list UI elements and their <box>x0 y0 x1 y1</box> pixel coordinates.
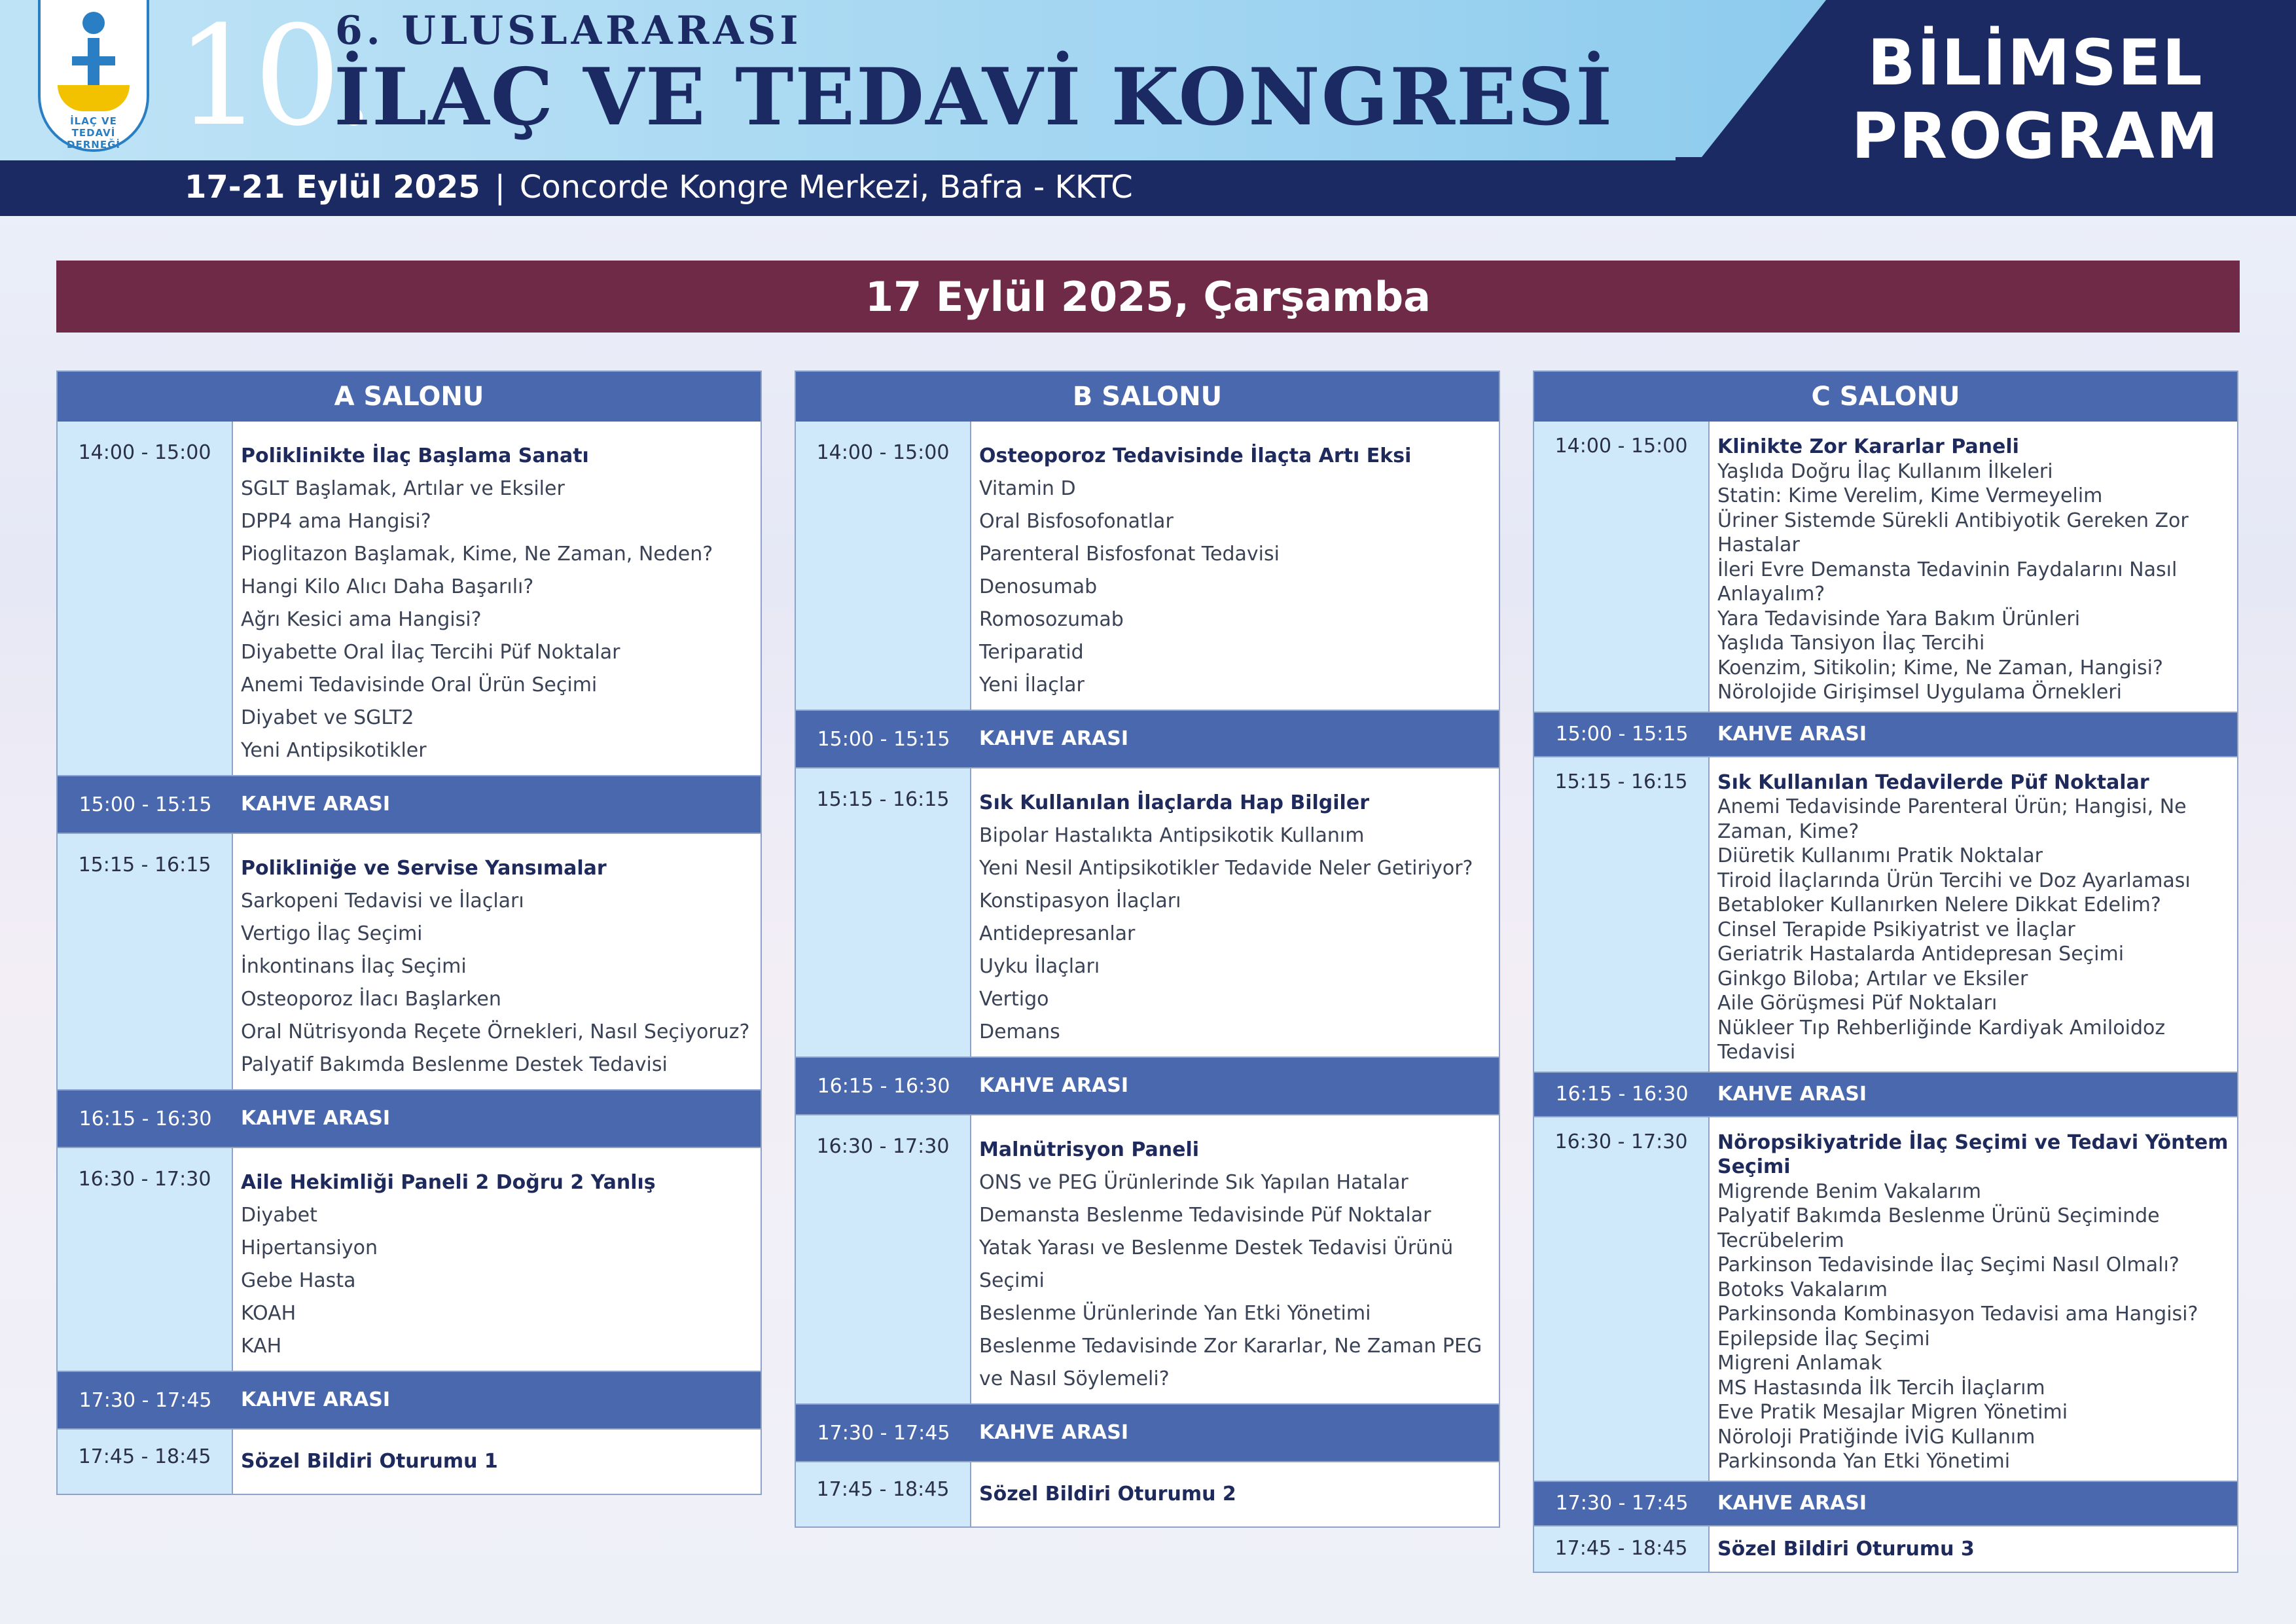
coffee-break-label: KAHVE ARASI <box>979 727 1129 750</box>
session-title: Sözel Bildiri Oturumu 1 <box>241 1450 498 1473</box>
talk-item: Migrende Benim Vakalarım <box>1717 1180 1982 1203</box>
talk-item: Epilepside İlaç Seçimi <box>1717 1327 1930 1350</box>
session-time: 17:45 - 18:45 <box>796 1462 971 1526</box>
talk-item: Romosozumab <box>979 608 1124 631</box>
session-row <box>58 834 761 1089</box>
coffee-break-row <box>58 1089 761 1148</box>
talk-item: DPP4 ama Hangisi? <box>241 510 431 533</box>
talk-item: Oral Nütrisyonda Reçete Örnekleri, Nasıl Seçiyoruz? <box>241 1020 750 1043</box>
association-logo <box>38 0 149 152</box>
session-row <box>58 422 761 775</box>
talk-item: SGLT Başlamak, Artılar ve Eksiler <box>241 477 565 500</box>
session-content <box>233 422 761 775</box>
session-content <box>971 1462 1499 1526</box>
talk-item: KOAH <box>241 1302 296 1325</box>
coffee-break-row <box>796 1403 1499 1462</box>
talk-item: Üriner Sistemde Sürekli Antibiyotik Gereken Zor Hastalar <box>1717 509 2189 556</box>
session-time: 17:30 - 17:45 <box>79 1388 212 1412</box>
talk-item: Diüretik Kullanımı Pratik Noktalar <box>1717 844 2043 867</box>
talk-item: Beslenme Tedavisinde Zor Kararlar, Ne Zaman PEG ve Nasıl Söylemeli? <box>979 1335 1482 1390</box>
hall-a-column <box>56 370 762 1495</box>
talk-item: Vertigo <box>979 988 1049 1011</box>
session-content <box>233 1430 761 1494</box>
session-content <box>1710 1526 2237 1572</box>
session-row <box>796 768 1499 1056</box>
session-time: 16:15 - 16:30 <box>79 1107 212 1130</box>
talk-item: MS Hastasında İlk Tercih İlaçlarım <box>1717 1376 2045 1399</box>
session-content <box>1710 757 2237 1072</box>
talk-item: Koenzim, Sitikolin; Kime, Ne Zaman, Hangisi? <box>1717 656 2163 679</box>
edition-number: 10. <box>175 0 367 156</box>
session-row <box>1534 757 2237 1072</box>
session-title: Nöropsikiyatride İlaç Seçimi ve Tedavi Yöntem Seçimi <box>1717 1130 2229 1178</box>
coffee-break-row <box>796 710 1499 768</box>
coffee-break-label: KAHVE ARASI <box>241 1107 391 1130</box>
session-time: 16:15 - 16:30 <box>1555 1083 1689 1106</box>
talk-item: Eve Pratik Mesajlar Migren Yönetimi <box>1717 1401 2068 1424</box>
hall-b-sessions <box>796 422 1499 1526</box>
session-row <box>1534 422 2237 712</box>
hall-b-title: B SALONU <box>796 372 1499 422</box>
coffee-break-row <box>1534 1481 2237 1526</box>
talk-item: Yaşlıda Tansiyon İlaç Tercihi <box>1717 632 1985 655</box>
hall-a-sessions <box>58 422 761 1494</box>
session-content <box>233 834 761 1089</box>
session-row <box>1534 1526 2237 1572</box>
talk-item: Demans <box>979 1020 1060 1043</box>
session-time: 14:00 - 15:00 <box>796 422 971 710</box>
session-title: Osteoporoz Tedavisinde İlaçta Artı Eksi <box>979 444 1412 467</box>
talk-item: Statin: Kime Verelim, Kime Vermeyelim <box>1717 484 2103 507</box>
session-time: 16:30 - 17:30 <box>58 1148 233 1371</box>
session-row <box>796 422 1499 710</box>
session-content <box>971 768 1499 1056</box>
talk-item: Teriparatid <box>979 641 1084 664</box>
session-title: Sık Kullanılan İlaçlarda Hap Bilgiler <box>979 791 1369 814</box>
session-time: 17:45 - 18:45 <box>1534 1526 1710 1572</box>
talk-item: Anemi Tedavisinde Parenteral Ürün; Hangisi, Ne Zaman, Kime? <box>1717 795 2187 843</box>
talk-item: Ginkgo Biloba; Artılar ve Eksiler <box>1717 967 2028 990</box>
talk-item: Demansta Beslenme Tedavisinde Püf Noktalar <box>979 1204 1431 1227</box>
talk-item: Betabloker Kullanırken Nelere Dikkat Edelim? <box>1717 893 2161 916</box>
talk-item: Uyku İlaçları <box>979 955 1100 978</box>
session-time: 17:30 - 17:45 <box>1555 1492 1689 1515</box>
hall-a-title: A SALONU <box>58 372 761 422</box>
session-time: 16:15 - 16:30 <box>817 1074 950 1098</box>
session-time: 14:00 - 15:00 <box>58 422 233 775</box>
talk-item: KAH <box>241 1335 282 1358</box>
talk-item: Palyatif Bakımda Beslenme Destek Tedavisi <box>241 1053 668 1076</box>
talk-item: Geriatrik Hastalarda Antidepresan Seçimi <box>1717 943 2125 965</box>
coffee-break-row <box>1534 712 2237 757</box>
coffee-break-row <box>58 775 761 834</box>
talk-item: Ağrı Kesici ama Hangisi? <box>241 608 482 631</box>
session-time: 15:15 - 16:15 <box>58 834 233 1089</box>
talk-item: Tiroid İlaçlarında Ürün Tercihi ve Doz Ayarlaması <box>1717 869 2191 892</box>
talk-item: Parkinsonda Yan Etki Yönetimi <box>1717 1450 2011 1473</box>
talk-item: Anemi Tedavisinde Oral Ürün Seçimi <box>241 674 598 696</box>
coffee-break-row <box>1534 1072 2237 1117</box>
talk-item: Konstipasyon İlaçları <box>979 890 1181 912</box>
session-title: Sözel Bildiri Oturumu 3 <box>1717 1537 1975 1561</box>
talk-item: Beslenme Ürünlerinde Yan Etki Yönetimi <box>979 1302 1371 1325</box>
talk-item: Parkinson Tedavisinde İlaç Seçimi Nasıl Olmalı? <box>1717 1254 2179 1276</box>
coffee-break-label: KAHVE ARASI <box>979 1074 1129 1097</box>
talk-item: Palyatif Bakımda Beslenme Ürünü Seçiminde Tecrübelerim <box>1717 1204 2160 1252</box>
talk-item: Migreni Anlamak <box>1717 1352 1882 1375</box>
session-time: 15:00 - 15:15 <box>1555 723 1689 746</box>
logo-cross-icon <box>72 56 115 65</box>
talk-item: Nöroloji Pratiğinde İVİG Kullanım <box>1717 1425 2036 1449</box>
coffee-break-label: KAHVE ARASI <box>979 1421 1129 1444</box>
talk-item: Yeni Nesil Antipsikotikler Tedavide Neler Getiriyor? <box>979 857 1473 880</box>
edition-line: 6. ULUSLARARASI <box>335 8 802 54</box>
talk-item: Aile Görüşmesi Püf Noktaları <box>1717 992 1998 1015</box>
session-content <box>971 422 1499 710</box>
session-time: 16:30 - 17:30 <box>1534 1117 1710 1481</box>
event-dates: 17-21 Eylül 2025 <box>185 169 480 206</box>
session-row <box>58 1430 761 1494</box>
session-content <box>233 1148 761 1371</box>
talk-item: Vitamin D <box>979 477 1076 500</box>
talk-item: Diyabet <box>241 1204 317 1227</box>
congress-title: İLAÇ VE TEDAVİ KONGRESİ <box>334 51 1614 143</box>
logo-text: İLAÇ VE TEDAVİ DERNEĞİ <box>67 115 120 151</box>
logo-dot-icon <box>82 12 105 34</box>
coffee-break-label: KAHVE ARASI <box>1717 1491 1867 1515</box>
session-time: 16:30 - 17:30 <box>796 1115 971 1403</box>
session-time: 17:45 - 18:45 <box>58 1430 233 1494</box>
coffee-break-row <box>796 1056 1499 1115</box>
talk-item: Denosumab <box>979 575 1098 598</box>
talk-item: Bipolar Hastalıkta Antipsikotik Kullanım <box>979 824 1365 847</box>
logo-wave-icon <box>58 85 130 111</box>
talk-item: Vertigo İlaç Seçimi <box>241 922 423 945</box>
talk-item: Nörolojide Girişimsel Uygulama Örnekleri <box>1717 681 2122 704</box>
session-title: Klinikte Zor Kararlar Paneli <box>1717 435 2019 458</box>
coffee-break-label: KAHVE ARASI <box>241 793 391 816</box>
session-content <box>971 1115 1499 1403</box>
session-time: 14:00 - 15:00 <box>1534 422 1710 712</box>
program-label <box>1833 26 2238 173</box>
session-row <box>58 1148 761 1371</box>
session-title: Aile Hekimliği Paneli 2 Doğru 2 Yanlış <box>241 1171 656 1194</box>
talk-item: Parkinsonda Kombinasyon Tedavisi ama Hangisi? <box>1717 1303 2198 1326</box>
hall-c-title: C SALONU <box>1534 372 2237 422</box>
hall-b-column <box>795 370 1500 1528</box>
talk-item: Pioglitazon Başlamak, Kime, Ne Zaman, Neden? <box>241 543 713 566</box>
talk-item: Hangi Kilo Alıcı Daha Başarılı? <box>241 575 534 598</box>
coffee-break-label: KAHVE ARASI <box>1717 722 1867 746</box>
talk-item: ONS ve PEG Ürünlerinde Sık Yapılan Hatalar <box>979 1171 1408 1194</box>
talk-item: Cinsel Terapide Psikiyatrist ve İlaçlar <box>1717 918 2075 941</box>
talk-item: İleri Evre Demansta Tedavinin Faydalarını Nasıl Anlayalım? <box>1717 558 2178 605</box>
talk-item: Parenteral Bisfosfonat Tedavisi <box>979 543 1280 566</box>
session-title: Sözel Bildiri Oturumu 2 <box>979 1483 1236 1506</box>
hall-c-sessions <box>1534 422 2237 1572</box>
session-title: Poliklinikte İlaç Başlama Sanatı <box>241 444 589 467</box>
talk-item: Yatak Yarası ve Beslenme Destek Tedavisi Ürünü Seçimi <box>979 1236 1454 1292</box>
session-title: Polikliniğe ve Servise Yansımalar <box>241 857 607 880</box>
event-dates-venue <box>185 169 1133 206</box>
session-row <box>796 1462 1499 1526</box>
session-row <box>1534 1117 2237 1481</box>
coffee-break-label: KAHVE ARASI <box>1717 1082 1867 1106</box>
coffee-break-label: KAHVE ARASI <box>241 1388 391 1411</box>
talk-item: Sarkopeni Tedavisi ve İlaçları <box>241 890 524 912</box>
session-time: 15:00 - 15:15 <box>817 727 950 751</box>
session-content <box>1710 1117 2237 1481</box>
dates-separator: | <box>494 169 505 206</box>
session-time: 15:15 - 16:15 <box>1534 757 1710 1072</box>
session-time: 17:30 - 17:45 <box>817 1421 950 1445</box>
session-title: Sık Kullanılan Tedavilerde Püf Noktalar <box>1717 770 2149 794</box>
talk-item: Gebe Hasta <box>241 1269 356 1292</box>
talk-item: Yeni İlaçlar <box>979 674 1085 696</box>
talk-item: Diyabet ve SGLT2 <box>241 706 414 729</box>
talk-item: Hipertansiyon <box>241 1236 378 1259</box>
talk-item: Diyabette Oral İlaç Tercihi Püf Noktalar <box>241 641 620 664</box>
talk-item: Botoks Vakalarım <box>1717 1278 1888 1301</box>
talk-item: Nükleer Tıp Rehberliğinde Kardiyak Amiloidoz Tedavisi <box>1717 1016 2166 1064</box>
coffee-break-row <box>58 1371 761 1430</box>
header <box>0 0 2296 216</box>
hall-c-column <box>1533 370 2238 1573</box>
talk-item: İnkontinans İlaç Seçimi <box>241 955 467 978</box>
session-title: Malnütrisyon Paneli <box>979 1138 1200 1161</box>
session-row <box>796 1115 1499 1403</box>
session-time: 15:15 - 16:15 <box>796 768 971 1056</box>
day-heading: 17 Eylül 2025, Çarşamba <box>56 261 2240 333</box>
talk-item: Osteoporoz İlacı Başlarken <box>241 988 501 1011</box>
session-content <box>1710 422 2237 712</box>
talk-item: Antidepresanlar <box>979 922 1136 945</box>
talk-item: Yara Tedavisinde Yara Bakım Ürünleri <box>1717 607 2081 630</box>
talk-item: Oral Bisfosofonatlar <box>979 510 1174 533</box>
program-label-line2: PROGRAM <box>1851 99 2220 173</box>
session-time: 15:00 - 15:15 <box>79 793 212 816</box>
talk-item: Yaşlıda Doğru İlaç Kullanım İlkeleri <box>1717 460 2053 483</box>
talk-item: Yeni Antipsikotikler <box>241 739 427 762</box>
event-venue: Concorde Kongre Merkezi, Bafra - KKTC <box>519 169 1133 206</box>
program-label-line1: BİLİMSEL <box>1867 26 2204 99</box>
